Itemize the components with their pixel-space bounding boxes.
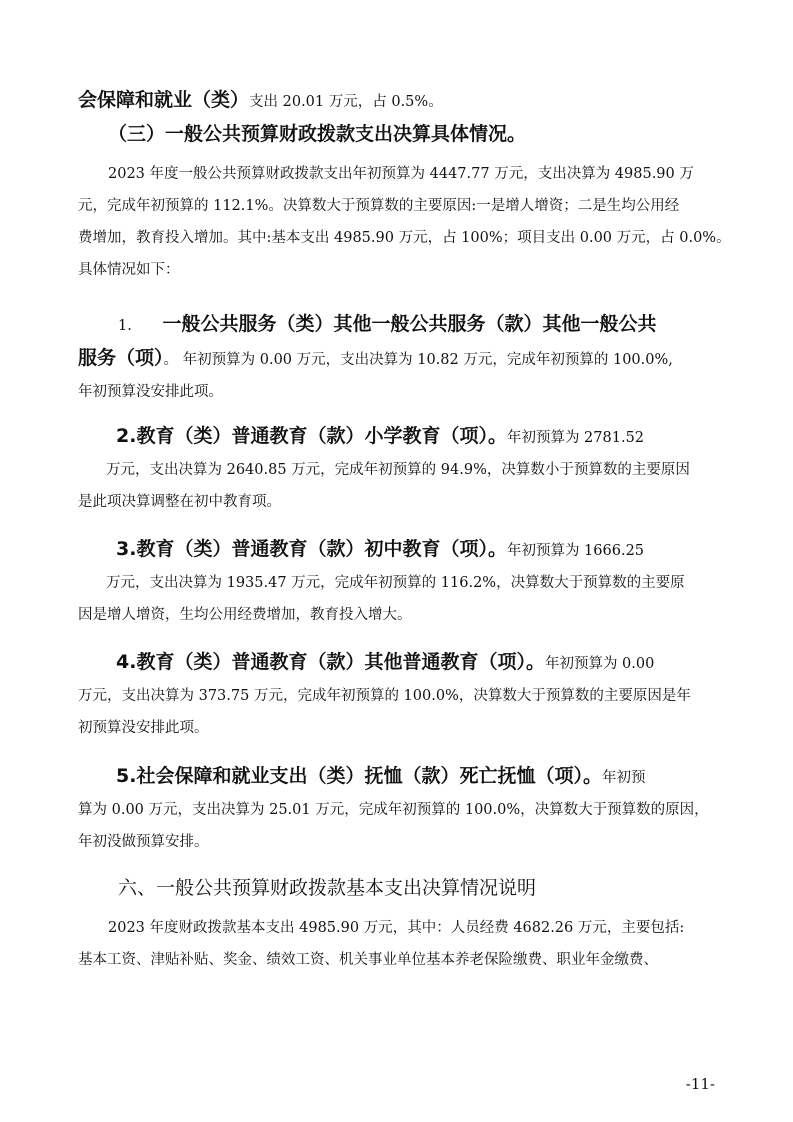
item-text: 万元，支出决算为 2640.85 万元，完成年初预算的 94.9%，决算数小于预算数的主要原因 (106, 462, 690, 478)
item-1 (78, 308, 710, 408)
paragraph-line: 具体情况如下： (78, 262, 180, 278)
item-text: 年初预算为 0.00 (544, 656, 655, 672)
paragraph-overview (78, 158, 731, 286)
paragraph-line: 基本工资、津贴补贴、奖金、绩效工资、机关事业单位基本养老保险缴费、职业年金缴费、 (78, 952, 658, 968)
item-text: 万元，支出决算为 1935.47 万元，完成年初预算的 116.2%，决算数大于预算数的主要原 (106, 575, 685, 591)
item-text: 算为 0.00 万元，支出决算为 25.01 万元，完成年初预算的 100.0%，决算数大于预算数的原因， (78, 802, 709, 818)
paragraph-social-security (78, 84, 710, 118)
item-title-cont: 服务（项） (78, 347, 164, 369)
item-2 (78, 420, 710, 518)
item-3 (78, 533, 710, 631)
page-number: -11- (685, 1075, 715, 1093)
section-heading-6: 六、一般公共预算财政拨款基本支出决算情况说明 (118, 877, 537, 899)
item-title: 一般公共服务（类）其他一般公共服务（款）其他一般公共 (162, 313, 657, 335)
item-text: 初预算没安排此项。 (78, 720, 209, 736)
paragraph-line: 2023 年度财政拨款基本支出 4985.90 万元，其中：人员经费 4682.26 万元，主要包括: (108, 920, 685, 936)
item-text: 万元，支出决算为 373.75 万元，完成年初预算的 100.0%，决算数大于预算数的主要原因是年 (78, 688, 691, 704)
item-text: 。 年初预算为 0.00 万元，支出决算为 10.82 万元，完成年初预算的 100.0%, (163, 352, 673, 368)
item-title: 4.教育（类）普通教育（款）其他普通教育（项）。 (116, 651, 545, 673)
item-title: 5.社会保障和就业支出（类）抚恤（款）死亡抚恤（项）。 (116, 765, 602, 787)
item-4 (78, 646, 710, 744)
paragraph-text: 支出 20.01 万元，占 0.5%。 (249, 94, 443, 110)
item-text: 年初没做预算安排。 (78, 834, 209, 850)
item-text: 年初预算为 1666.25 (506, 543, 645, 559)
section-heading-3: （三）一般公共预算财政拨款支出决算具体情况。 (108, 123, 527, 145)
item-text: 年初预 (601, 770, 646, 786)
item-title: 2.教育（类）普通教育（款）小学教育（项）。 (116, 425, 507, 447)
item-5 (78, 760, 710, 858)
bold-category: 会保障和就业（类） (78, 89, 250, 111)
paragraph-basic-expenditure (78, 912, 710, 976)
paragraph-line: 元，完成年初预算的 112.1%。决算数大于预算数的主要原因:一是增人增资；二是生均公用经 (78, 198, 680, 214)
paragraph-line: 费增加，教育投入增加。其中:基本支出 4985.90 万元，占 100%；项目支出 0.00 万元，占 0.0%。 (78, 230, 731, 246)
item-number: 1. (118, 318, 132, 334)
item-text: 年初预算为 2781.52 (506, 430, 645, 446)
item-title: 3.教育（类）普通教育（款）初中教育（项）。 (116, 538, 507, 560)
paragraph-line: 2023 年度一般公共预算财政拨款支出年初预算为 4447.77 万元，支出决算为 4985.90 万 (108, 166, 694, 182)
item-text: 年初预算没安排此项。 (78, 384, 223, 400)
item-text: 因是增人增资，生均公用经费增加，教育投入增大。 (78, 607, 412, 623)
item-text: 是此项决算调整在初中教育项。 (78, 494, 281, 510)
